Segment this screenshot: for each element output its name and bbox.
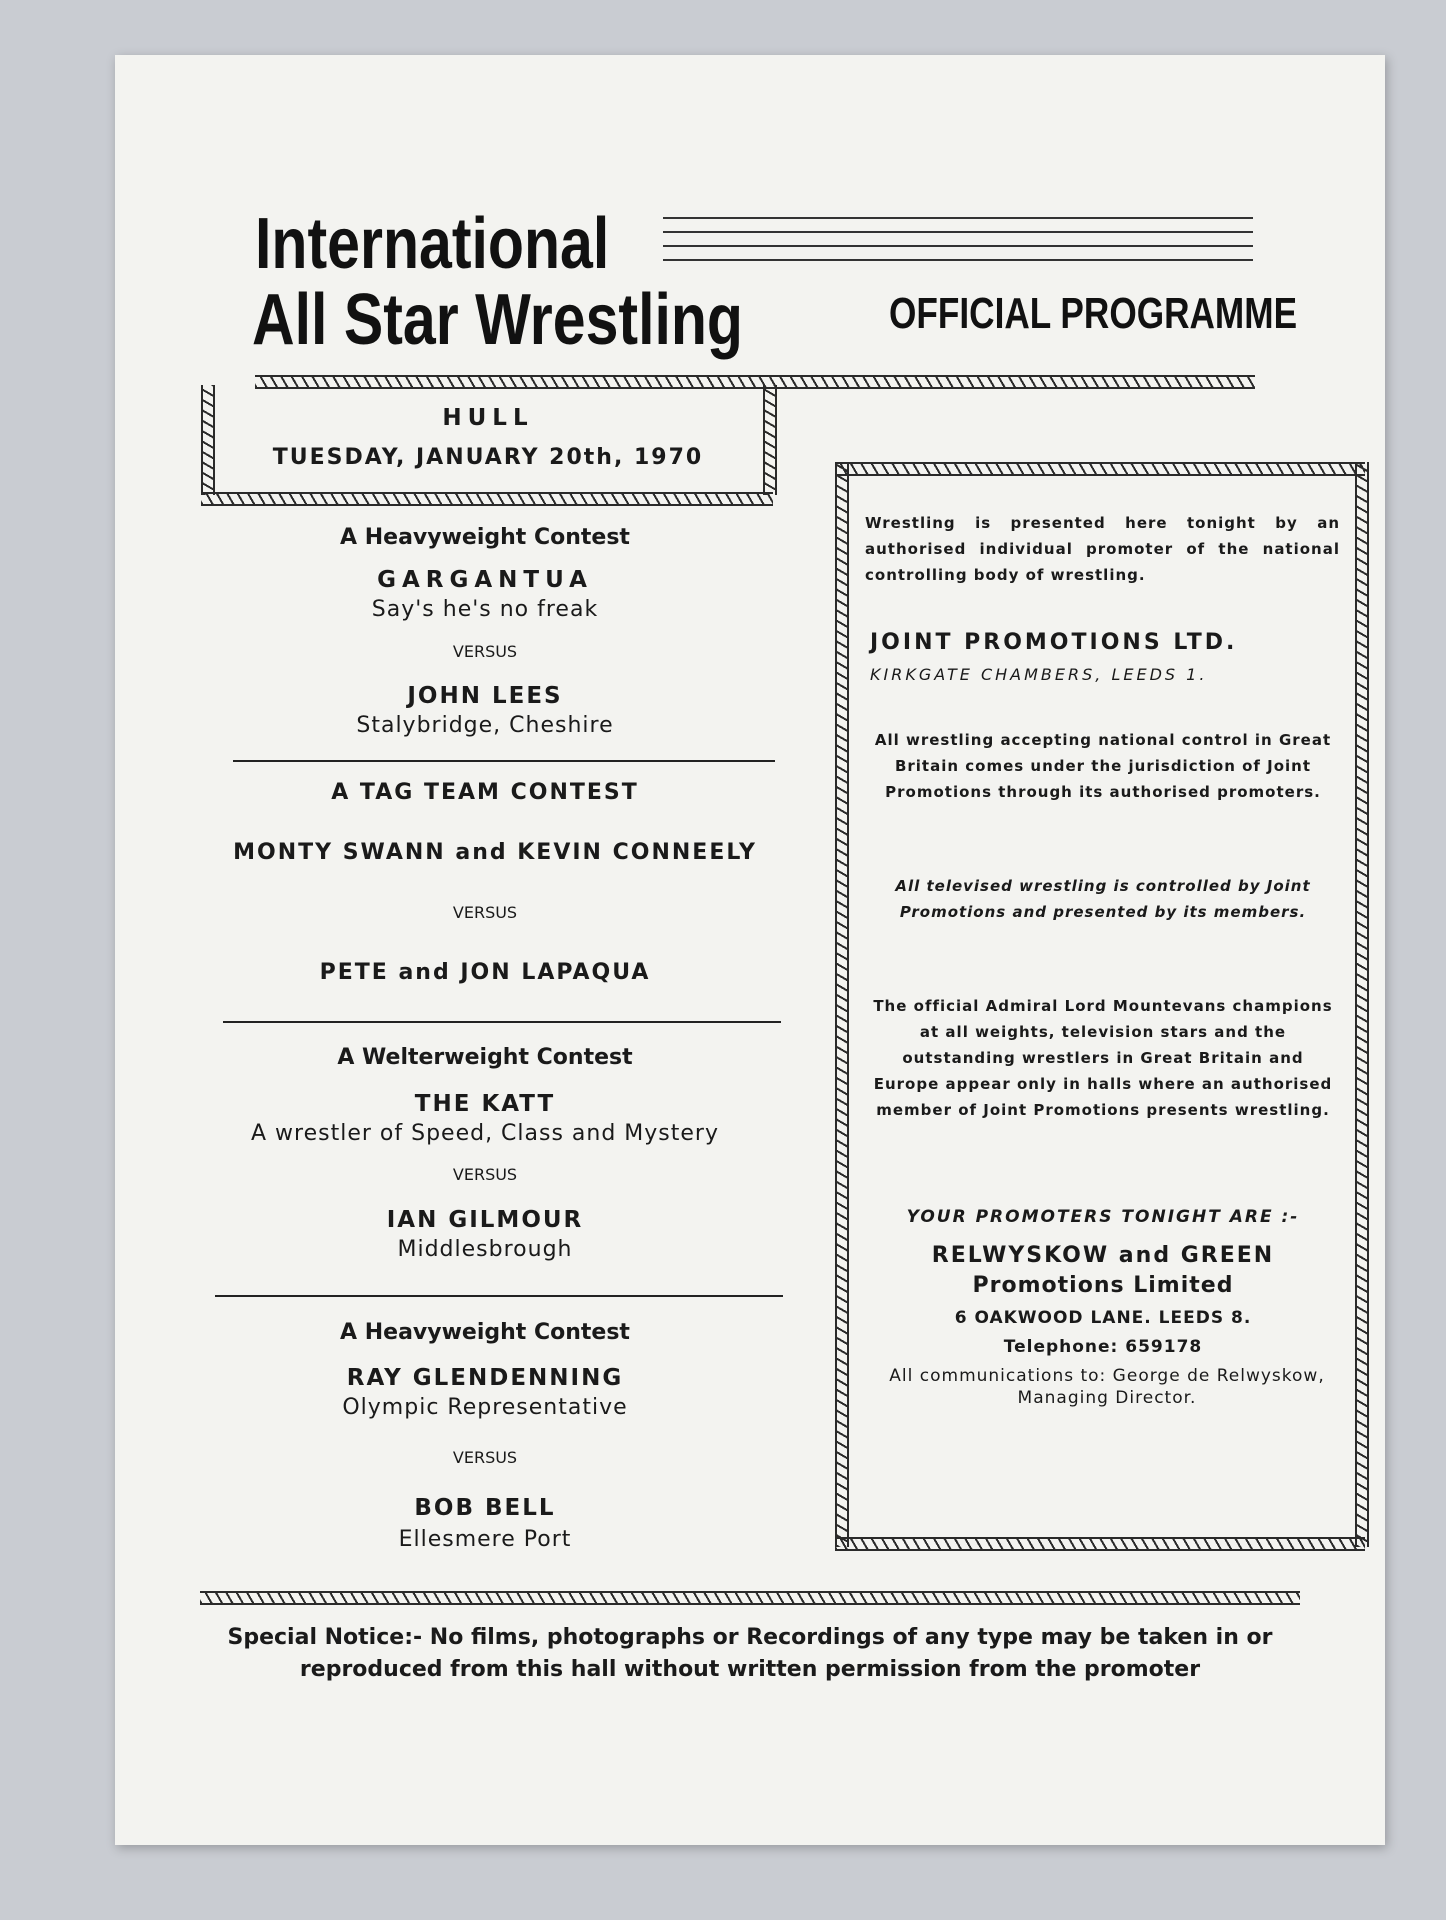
chain-border-bottom — [200, 1591, 1300, 1605]
section-divider — [233, 760, 775, 762]
official-programme-label: OFFICIAL PROGRAMME — [889, 289, 1298, 338]
wrestler-description: Ellesmere Port — [398, 1527, 572, 1552]
special-notice-line-2: reproduced from this hall without written permission from the promoter — [299, 1657, 1201, 1682]
title-line-2: All Star Wrestling — [252, 280, 744, 360]
wrestler-name: MONTY SWANN and KEVIN CONNEELY — [233, 840, 757, 865]
bout-type: A Heavyweight Contest — [340, 1320, 630, 1345]
special-notice-line-1: Special Notice:- No films, photographs or Recordings of any type may be taken in or — [227, 1625, 1273, 1650]
section-divider — [223, 1021, 781, 1023]
wrestler-name: THE KATT — [414, 1091, 556, 1117]
promoter-address: 6 OAKWOOD LANE. LEEDS 8. — [954, 1308, 1252, 1328]
bout-type: A TAG TEAM CONTEST — [331, 780, 639, 805]
wrestler-description: A wrestler of Speed, Class and Mystery — [251, 1121, 719, 1146]
wrestler-name: GARGANTUA — [377, 567, 593, 593]
venue-city: HULL — [442, 405, 534, 431]
venue-date: TUESDAY, JANUARY 20th, 1970 — [272, 445, 704, 470]
promoter-name: RELWYSKOW and GREEN — [931, 1243, 1275, 1268]
wrestler-name: IAN GILMOUR — [386, 1207, 584, 1233]
wrestler-description: Stalybridge, Cheshire — [356, 713, 614, 738]
versus-label: VERSUS — [452, 1165, 518, 1184]
promoter-telephone: Telephone: 659178 — [1003, 1337, 1203, 1357]
bout-type: A Welterweight Contest — [337, 1045, 633, 1070]
wrestler-name: RAY GLENDENNING — [346, 1365, 624, 1391]
promoter-company: Promotions Limited — [972, 1273, 1234, 1298]
communications-text: All communications to: George de Relwyskow, Managing Director. — [889, 1366, 1325, 1408]
versus-label: VERSUS — [452, 1448, 518, 1467]
bout-type: A Heavyweight Contest — [340, 525, 630, 550]
versus-label: VERSUS — [452, 642, 518, 661]
company-name: JOINT PROMOTIONS LTD. — [870, 630, 1238, 655]
company-address: KIRKGATE CHAMBERS, LEEDS 1. — [870, 665, 1208, 684]
chain-border-top — [255, 375, 1255, 389]
promoters-label: YOUR PROMOTERS TONIGHT ARE :- — [906, 1207, 1300, 1227]
section-divider — [215, 1295, 783, 1297]
wrestler-name: JOHN LEES — [407, 683, 563, 709]
jurisdiction-text: All wrestling accepting national control in Great Britain comes under the jurisdiction of Joint Promotions through its authorised promoters. — [874, 731, 1332, 801]
wrestler-name: PETE and JON LAPAQUA — [319, 960, 651, 985]
wrestler-description: Olympic Representative — [342, 1395, 628, 1420]
televised-text: All televised wrestling is controlled by Joint Promotions and presented by its members. — [895, 877, 1311, 921]
title-line-1: International — [255, 204, 610, 284]
champions-text: The official Admiral Lord Mountevans champions at all weights, television stars and the outstanding wrestlers in Great Britain and Europe appear only in halls where an authorised member of Joint Promotions presents wrestling. — [873, 997, 1333, 1119]
wrestler-name: BOB BELL — [414, 1495, 556, 1521]
wrestler-description: Say's he's no freak — [371, 597, 599, 622]
wrestler-description: Middlesbrough — [397, 1237, 573, 1262]
programme-page — [115, 55, 1385, 1845]
versus-label: VERSUS — [452, 903, 518, 922]
intro-text: Wrestling is presented here tonight by an authorised individual promoter of the national controlling body of wrestling. — [865, 514, 1340, 584]
